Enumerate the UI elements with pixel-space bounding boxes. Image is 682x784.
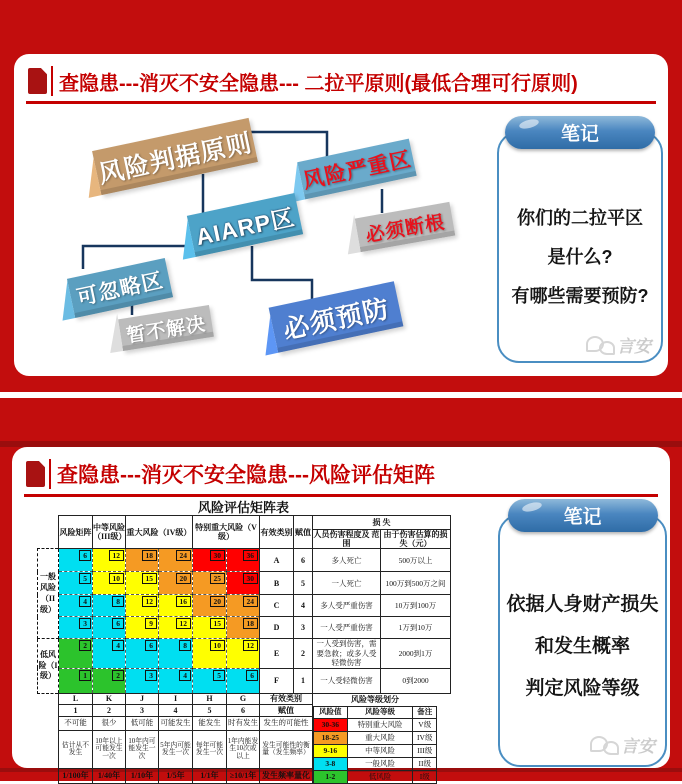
legend-zone: [313, 693, 451, 784]
loss-subheader: 由于伤害估算的损失（元）: [381, 530, 451, 549]
probability-cell: 3: [126, 705, 159, 717]
probability-row-label: 发生频率量化: [260, 768, 313, 783]
probability-row: [38, 693, 451, 705]
note-line: 和发生概率: [534, 636, 630, 657]
probability-cell: 2: [93, 705, 126, 717]
notes-panel: [497, 124, 663, 363]
note-line: 判定风险等级: [525, 678, 640, 699]
loss-header: 损 失: [313, 516, 451, 530]
watermark-text: 言安: [617, 337, 651, 356]
matrix-cell: 16: [159, 595, 193, 617]
legend-value: 30-36: [314, 718, 348, 731]
matrix-cell: 9: [126, 617, 159, 639]
block-negligible-zone: 可忽略区: [67, 258, 173, 318]
notes-panel: [498, 507, 667, 767]
legend-level: 低风险: [347, 770, 413, 783]
legend-header: 风险值: [314, 706, 348, 718]
probability-cell: G: [227, 693, 260, 705]
legend-note: IV级: [413, 731, 437, 744]
matrix-cell: 5: [193, 668, 227, 693]
probability-row-label: 有效类别: [260, 693, 313, 705]
matrix-row: [38, 572, 451, 595]
loss-cell: 0到2000: [381, 668, 451, 693]
matrix-cell: 6: [227, 668, 260, 693]
legend-row: [314, 744, 437, 757]
probability-cell: 1/10年: [126, 768, 159, 783]
matrix-cell: 12: [227, 639, 260, 668]
category-cell: F: [260, 668, 294, 693]
probability-cell: 每年可能发生一次: [193, 730, 227, 768]
probability-cell: H: [193, 693, 227, 705]
probability-cell: 6: [227, 705, 260, 717]
slide-1-content-panel: [14, 54, 668, 376]
watermark-text: 言安: [621, 737, 655, 756]
value-cell: 2: [294, 639, 313, 668]
probability-cell: L: [59, 693, 93, 705]
value-cell: 1: [294, 668, 313, 693]
probability-cell: 能发生: [193, 717, 227, 731]
matrix-cell: 8: [93, 595, 126, 617]
matrix-cell: 6: [59, 549, 93, 572]
value-cell: 4: [294, 595, 313, 617]
probability-cell: 1/1年: [193, 768, 227, 783]
matrix-cell: 18: [126, 549, 159, 572]
loss-cell: 500万以上: [381, 549, 451, 572]
category-cell: B: [260, 572, 294, 595]
block-risk-criterion: 风险判据原则: [92, 118, 258, 195]
notes-header-pill: 笔记: [505, 116, 655, 149]
injury-cell: 多人死亡: [313, 549, 381, 572]
matrix-cell: 6: [93, 617, 126, 639]
col-header: 有效类别: [260, 516, 294, 549]
matrix-cell: 30: [193, 549, 227, 572]
injury-cell: 一人受严重伤害: [313, 617, 381, 639]
legend-value: 18-25: [314, 731, 348, 744]
probability-cell: J: [126, 693, 159, 705]
legend-level: 特别重大风险: [347, 718, 413, 731]
matrix-cell: 12: [93, 549, 126, 572]
value-cell: 5: [294, 572, 313, 595]
note-line: 是什么?: [547, 247, 613, 267]
matrix-cell: 10: [193, 639, 227, 668]
legend-row: [314, 770, 437, 783]
col-header: 赋值: [294, 516, 313, 549]
loss-subheader: 人员伤害程度及 范围: [313, 530, 380, 549]
block-must-eradicate: 必须断根: [355, 202, 455, 252]
loss-cell: 1万到10万: [381, 617, 451, 639]
block-must-prevent: 必须预防: [269, 281, 404, 353]
matrix-cell: 24: [227, 595, 260, 617]
legend-note: II级: [413, 757, 437, 770]
matrix-cell: 8: [159, 639, 193, 668]
matrix-row: [38, 595, 451, 617]
legend-header: 风险等级: [347, 706, 413, 718]
block-severe-risk-zone: 风险严重区: [297, 139, 416, 200]
watermark: [586, 332, 651, 357]
slide-1-title: 查隐患---消灭不安全隐患--- 二拉平原则(最低合理可行原则): [59, 72, 578, 95]
matrix-cell: 6: [126, 639, 159, 668]
probability-cell: 1: [59, 705, 93, 717]
matrix-cell: 5: [59, 572, 93, 595]
legend-row: [314, 757, 437, 770]
document-icon: [26, 461, 45, 487]
legend-title: 风险等级划分: [351, 694, 399, 704]
matrix-cell: 2: [59, 639, 93, 668]
probability-cell: 5: [193, 705, 227, 717]
probability-cell: 估计从不发生: [59, 730, 93, 768]
injury-cell: 一人受到伤害，需要急救；或多人受轻微伤害: [313, 639, 381, 668]
chat-bubbles-icon: [590, 736, 618, 754]
legend-header: 备注: [413, 706, 437, 718]
probability-cell: 10年以上可能发生一次: [93, 730, 126, 768]
col-header: 风险矩阵: [59, 516, 93, 549]
row-group-label: 一般风险（II级）: [38, 549, 59, 639]
slide-2-content-panel: [12, 447, 670, 781]
matrix-row: [38, 549, 451, 572]
note-line: 依据人身财产损失: [506, 594, 659, 615]
matrix-row: [38, 617, 451, 639]
probability-cell: 1年内能发生10次或以上: [227, 730, 260, 768]
risk-legend-table: [313, 706, 437, 784]
note-line: 你们的二拉平区: [517, 208, 643, 228]
probability-cell: I: [159, 693, 193, 705]
legend-note: I级: [413, 770, 437, 783]
col-header: 中等风险（III级）: [93, 516, 126, 549]
injury-cell: 一人受轻微伤害: [313, 668, 381, 693]
col-header: 重大风险（IV级）: [126, 516, 193, 549]
matrix-cell: 3: [126, 668, 159, 693]
matrix-cell: 25: [193, 572, 227, 595]
notes-header-pill: 笔记: [508, 499, 658, 532]
legend-value: 1-2: [314, 770, 348, 783]
matrix-cell: 30: [227, 572, 260, 595]
matrix-cell: 2: [93, 668, 126, 693]
block-defer-solving: 暂不解决: [118, 305, 214, 351]
injury-cell: 多人受严重伤害: [313, 595, 381, 617]
legend-value: 9-16: [314, 744, 348, 757]
probability-cell: 5年内可能发生一次: [159, 730, 193, 768]
legend-level: 中等风险: [347, 744, 413, 757]
chat-bubbles-icon: [586, 336, 614, 354]
matrix-cell: 36: [227, 549, 260, 572]
col-header: 特别重大风险（V级）: [193, 516, 260, 549]
probability-cell: 低可能: [126, 717, 159, 731]
probability-cell: ≥10/1年: [227, 768, 260, 783]
loss-cell: 10万到100万: [381, 595, 451, 617]
value-cell: 6: [294, 549, 313, 572]
probability-row-label: 发生的可能性: [260, 717, 313, 731]
matrix-cell: 12: [126, 595, 159, 617]
legend-row: [314, 731, 437, 744]
category-cell: A: [260, 549, 294, 572]
injury-cell: 一人死亡: [313, 572, 381, 595]
probability-row-label: 发生可能性的衡量（发生频率）: [260, 730, 313, 768]
matrix-cell: 4: [93, 639, 126, 668]
matrix-cell: 15: [193, 617, 227, 639]
legend-row: [314, 718, 437, 731]
probability-cell: K: [93, 693, 126, 705]
matrix-row: [38, 668, 451, 693]
legend-note: V级: [413, 718, 437, 731]
legend-level: 一般风险: [347, 757, 413, 770]
slide-2-title: 查隐患---消灭不安全隐患---风险评估矩阵: [57, 464, 435, 487]
category-cell: D: [260, 617, 294, 639]
loss-cell: 100万到500万之间: [381, 572, 451, 595]
loss-cell: 2000到1万: [381, 639, 451, 668]
probability-cell: 时有发生: [227, 717, 260, 731]
note-line: 有哪些需要预防?: [511, 286, 649, 306]
matrix-cell: 4: [159, 668, 193, 693]
legend-note: III级: [413, 744, 437, 757]
matrix-cell: 12: [159, 617, 193, 639]
watermark: [590, 732, 655, 757]
probability-cell: 1/5年: [159, 768, 193, 783]
probability-cell: 10年内可能发生一次: [126, 730, 159, 768]
slide-2-title-row: [26, 459, 435, 489]
title-divider: [49, 459, 51, 489]
legend-level: 重大风险: [347, 731, 413, 744]
probability-row-label: 赋值: [260, 705, 313, 717]
probability-cell: 不可能: [59, 717, 93, 731]
category-cell: C: [260, 595, 294, 617]
probability-cell: 1/100年: [59, 768, 93, 783]
matrix-cell: 18: [227, 617, 260, 639]
matrix-cell: 20: [159, 572, 193, 595]
risk-matrix-table: [37, 515, 451, 784]
risk-matrix-area: [37, 515, 451, 784]
matrix-cell: 15: [126, 572, 159, 595]
matrix-cell: 3: [59, 617, 93, 639]
matrix-cell: 24: [159, 549, 193, 572]
notes-body: [499, 133, 661, 307]
legend-value: 3-8: [314, 757, 348, 770]
category-cell: E: [260, 639, 294, 668]
block-aiarp-zone: AIARP区: [187, 193, 303, 257]
slide-2: [0, 398, 682, 781]
probability-cell: 4: [159, 705, 193, 717]
probability-cell: 很少: [93, 717, 126, 731]
matrix-row: [38, 639, 451, 668]
matrix-cell: 4: [59, 595, 93, 617]
matrix-cell: 10: [93, 572, 126, 595]
value-cell: 3: [294, 617, 313, 639]
probability-cell: 可能发生: [159, 717, 193, 731]
matrix-cell: 1: [59, 668, 93, 693]
matrix-cell: 20: [193, 595, 227, 617]
row-group-label: 低风险（I级）: [38, 639, 59, 693]
probability-cell: 1/40年: [93, 768, 126, 783]
matrix-table-title: 风险评估矩阵表: [197, 500, 289, 515]
notes-body: [500, 516, 665, 700]
